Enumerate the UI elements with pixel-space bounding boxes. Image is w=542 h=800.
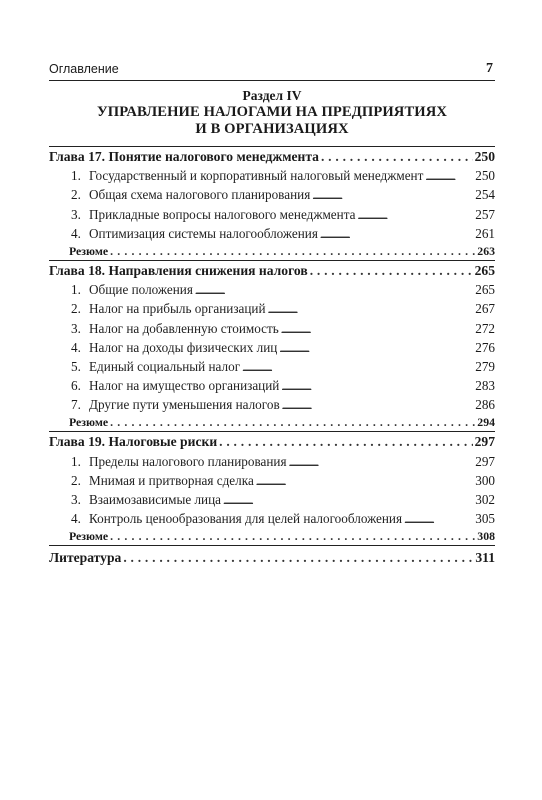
item-title: Налог на доходы физических лиц <box>89 339 278 355</box>
item-page: 254 <box>475 187 495 203</box>
toc-item[interactable] <box>49 357 495 376</box>
summary-page: 294 <box>477 415 495 430</box>
item-number: 2. <box>71 301 81 317</box>
summary-entry[interactable] <box>49 528 495 545</box>
item-page: 272 <box>475 320 495 336</box>
section-label: Раздел IV <box>242 88 302 103</box>
dot-leader <box>282 395 474 416</box>
dot-leader <box>110 528 475 545</box>
toc-item[interactable] <box>49 471 495 490</box>
bibliography-entry[interactable] <box>49 548 495 567</box>
chapter-page: 297 <box>474 434 495 450</box>
dot-leader <box>404 509 473 530</box>
item-title: Другие пути уменьшения налогов <box>89 397 280 413</box>
section-title-line-2: И В ОРГАНИЗАЦИЯХ <box>195 121 349 137</box>
item-title: Общие положения <box>89 282 193 298</box>
chapter-page: 265 <box>474 262 495 278</box>
item-number: 4. <box>71 225 81 241</box>
item-page: 300 <box>475 472 495 488</box>
table-of-contents <box>49 146 495 568</box>
item-page: 261 <box>475 225 495 241</box>
toc-item[interactable] <box>49 376 495 395</box>
item-number: 5. <box>71 358 81 374</box>
item-title: Налог на имущество организаций <box>89 378 280 394</box>
toc-item[interactable] <box>49 338 495 357</box>
toc-item[interactable] <box>49 205 495 224</box>
item-page: 305 <box>475 511 495 527</box>
dot-leader <box>242 357 473 378</box>
chapter-page: 250 <box>474 149 495 164</box>
toc-item[interactable] <box>49 319 495 338</box>
dot-leader <box>110 414 475 431</box>
summary-page: 263 <box>477 243 495 258</box>
bibliography-page: 311 <box>475 550 495 566</box>
item-title: Налог на добавленную стоимость <box>89 320 279 336</box>
toc-item[interactable] <box>49 452 495 471</box>
item-number: 2. <box>71 472 81 488</box>
toc-item[interactable] <box>49 509 495 528</box>
item-title: Прикладные вопросы налогового менеджмента <box>89 206 356 222</box>
item-page: 279 <box>475 358 495 374</box>
summary-page: 308 <box>477 529 495 544</box>
dot-leader <box>281 376 473 397</box>
page-number: 7 <box>486 61 493 76</box>
chapter-title: Глава 18. Направления снижения налогов <box>49 262 308 278</box>
chapter-18-entry[interactable] <box>49 261 495 280</box>
toc-item[interactable] <box>49 299 495 318</box>
item-number: 3. <box>71 320 81 336</box>
item-page: 250 <box>475 168 495 184</box>
item-title: Налог на прибыль организаций <box>89 301 266 317</box>
item-title: Взаимозависимые лица <box>89 492 222 507</box>
item-page: 302 <box>475 492 495 507</box>
running-header-title: Оглавление <box>49 62 119 76</box>
dot-leader <box>357 205 473 226</box>
dot-leader <box>321 147 473 166</box>
item-page: 257 <box>475 206 495 222</box>
item-title: Государственный и корпоративный налоговый менеджмент <box>89 168 424 184</box>
item-number: 6. <box>71 378 81 394</box>
item-title: Контроль ценообразования для целей налогообложения <box>89 511 403 527</box>
dot-leader <box>310 261 473 280</box>
item-page: 286 <box>475 397 495 413</box>
dot-leader <box>219 432 472 451</box>
section-heading <box>49 87 495 138</box>
item-number: 1. <box>71 453 81 469</box>
dot-leader <box>123 548 473 567</box>
summary-title: Резюме <box>69 243 109 258</box>
item-number: 4. <box>71 511 81 527</box>
item-page: 267 <box>475 301 495 317</box>
item-page: 265 <box>475 282 495 298</box>
item-title: Общая схема налогового планирования <box>89 187 311 203</box>
dot-leader <box>279 338 473 359</box>
toc-item[interactable] <box>49 395 495 414</box>
item-number: 1. <box>71 168 81 184</box>
item-number: 3. <box>71 206 81 222</box>
dot-leader <box>312 185 473 206</box>
item-number: 2. <box>71 187 81 203</box>
toc-item[interactable] <box>49 490 495 509</box>
summary-title: Резюме <box>69 529 109 544</box>
item-page: 276 <box>475 339 495 355</box>
chapter-17-entry[interactable] <box>49 147 495 166</box>
item-title: Мнимая и притворная сделка <box>89 472 254 488</box>
bibliography-title: Литература <box>49 550 122 566</box>
item-number: 4. <box>71 339 81 355</box>
item-number: 3. <box>71 492 81 507</box>
item-number: 7. <box>71 397 81 413</box>
dot-leader <box>425 166 473 187</box>
dot-leader <box>195 280 473 301</box>
item-title: Пределы налогового планирования <box>89 453 287 469</box>
chapter-title: Глава 17. Понятие налогового менеджмента <box>49 149 319 164</box>
dot-leader <box>281 319 473 340</box>
toc-item[interactable] <box>49 166 495 185</box>
item-page: 297 <box>475 453 495 469</box>
item-title: Единый социальный налог <box>89 358 241 374</box>
dot-leader <box>110 243 475 260</box>
chapter-title: Глава 19. Налоговые риски <box>49 434 218 450</box>
dot-leader <box>320 224 473 245</box>
toc-item[interactable] <box>49 280 495 299</box>
running-header <box>49 62 495 81</box>
dot-leader <box>256 471 473 492</box>
item-page: 283 <box>475 378 495 394</box>
item-title: Оптимизация системы налогообложения <box>89 225 318 241</box>
dot-leader <box>268 299 474 320</box>
section-title-line-1: УПРАВЛЕНИЕ НАЛОГАМИ НА ПРЕДПРИЯТИЯХ <box>96 104 448 120</box>
summary-entry[interactable] <box>49 414 495 431</box>
toc-item[interactable] <box>49 224 495 243</box>
dot-leader <box>289 452 474 473</box>
chapter-divider <box>49 545 495 546</box>
dot-leader <box>223 490 473 511</box>
summary-title: Резюме <box>69 415 109 430</box>
item-number: 1. <box>71 282 81 298</box>
summary-entry[interactable] <box>49 243 495 260</box>
chapter-19-entry[interactable] <box>49 432 495 451</box>
toc-item[interactable] <box>49 185 495 204</box>
